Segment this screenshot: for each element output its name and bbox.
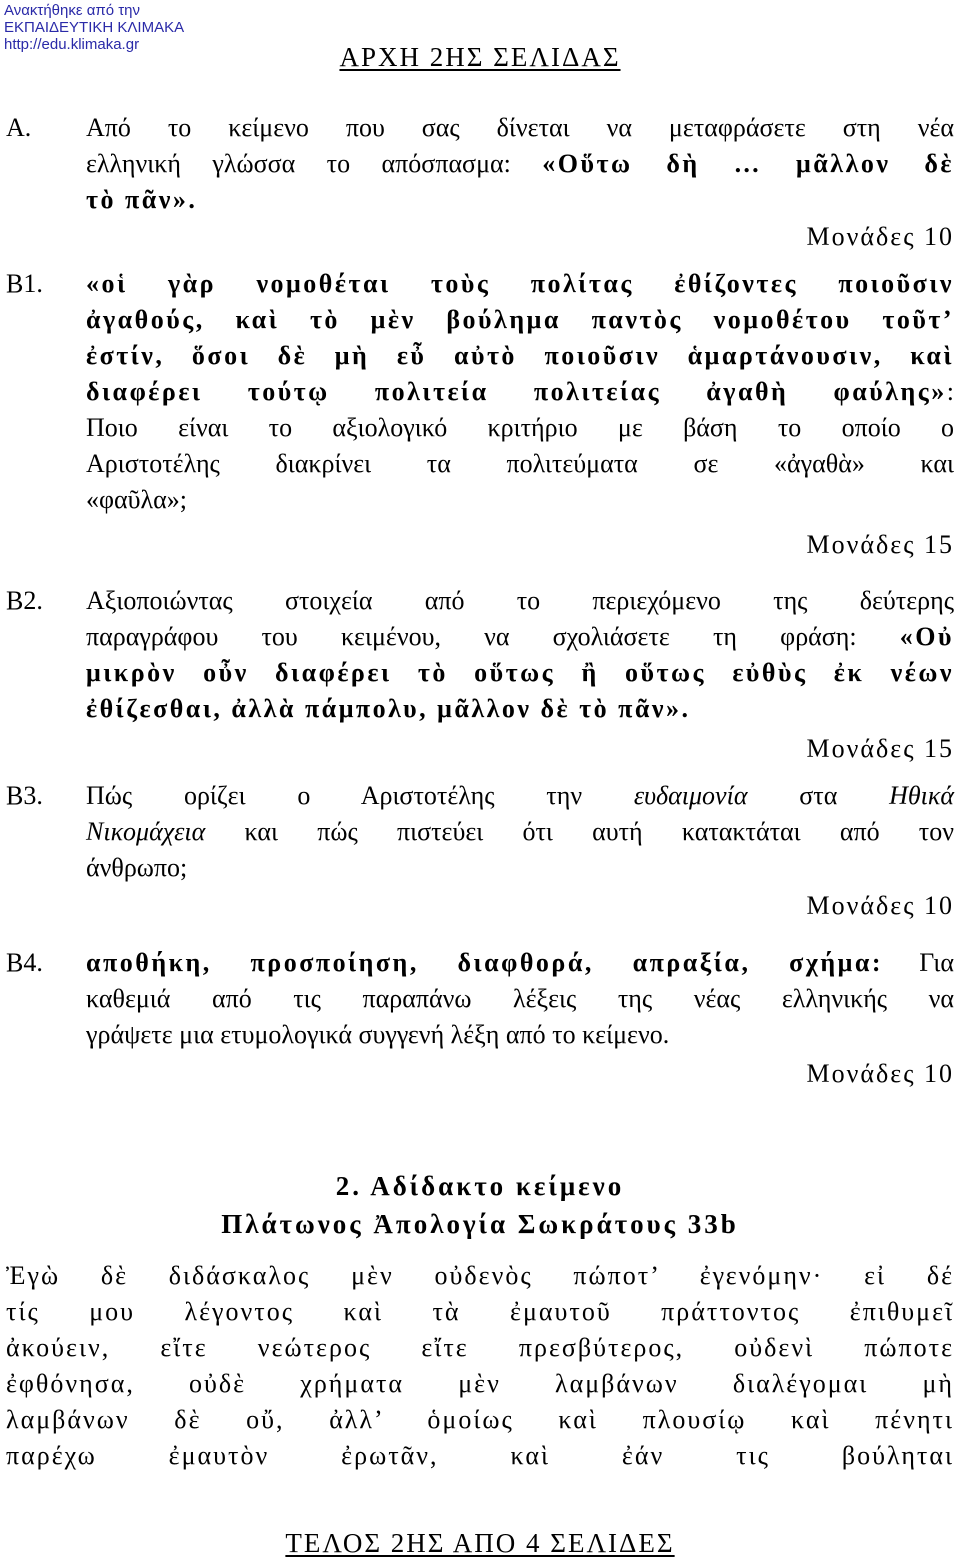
marks-b1: Μονάδες 15 [806, 530, 954, 559]
ancient-quote: ἀγαθούς, καὶ τὸ μὲν βούλημα παντὸς νομοθέτου τοῦτ’ [86, 305, 954, 334]
ancient-quote: ἐθίζεσθαι, ἀλλὰ πάμπολυ, μᾶλλον δὲ τὸ πᾶν». [86, 694, 691, 723]
marks-a: Μονάδες 10 [806, 222, 954, 251]
italic-term: ευδαιμονία [633, 781, 748, 810]
text-line [86, 814, 954, 850]
passage-line: ἀκούειν, εἴτε νεώτερος εἴτε πρεσβύτερος, οὐδενὶ πώποτε [6, 1333, 954, 1362]
ancient-quote: «οἱ γὰρ νομοθέται τοὺς πολίτας ἐθίζοντες ποιοῦσιν [86, 269, 954, 298]
text-line: Από το κείμενο που σας δίνεται να μεταφράσετε στη νέα [86, 113, 954, 142]
text-line: άνθρωπο; [86, 853, 188, 882]
text-span: Για [883, 948, 954, 977]
page-footer-text: ΤΕΛΟΣ 2ΗΣ ΑΠΟ 4 ΣΕΛΙΔΕΣ [285, 1528, 675, 1558]
question-b3-text [86, 778, 954, 886]
text-line [86, 146, 954, 182]
passage-line: παρέχω ἐμαυτὸν ἐρωτᾶν, καὶ ἐάν τις βούληται [6, 1441, 954, 1470]
ancient-quote: τὸ πᾶν». [86, 185, 198, 214]
passage-line: ἐφθόνησα, οὐδὲ χρήματα μὲν λαμβάνων διαλέγομαι μὴ [6, 1369, 954, 1398]
ancient-quote: ἐστίν, ὅσοι δὲ μὴ εὖ αὐτὸ ποιοῦσιν ἁμαρτάνουσιν, καὶ [86, 341, 954, 370]
question-label-b4: Β4. [6, 948, 43, 977]
italic-term: Νικομάχεια [86, 817, 206, 846]
question-label-b1: Β1. [6, 269, 43, 298]
page-header-text: ΑΡΧΗ 2ΗΣ ΣΕΛΙΔΑΣ [339, 42, 621, 72]
watermark-link[interactable]: http://edu.klimaka.gr [4, 36, 140, 53]
marks-b2: Μονάδες 15 [806, 734, 954, 763]
text-line [86, 374, 954, 410]
text-span: παραγράφου του κειμένου, να σχολιάσετε τη φράση: [86, 622, 900, 651]
ancient-quote: «Οὐ [899, 622, 954, 651]
text-line [86, 619, 954, 655]
ancient-quote: διαφέρει τούτῳ πολιτεία πολιτείας ἀγαθὴ φαύλης» [86, 377, 947, 406]
question-label-a: Α. [6, 113, 32, 142]
question-b2-text [86, 583, 954, 727]
text-line: Αξιοποιώντας στοιχεία από το περιεχόμενο της δεύτερης [86, 586, 954, 615]
unseen-passage [6, 1258, 954, 1474]
marks-b4: Μονάδες 10 [806, 1059, 954, 1088]
text-line: Αριστοτέλης διακρίνει τα πολιτεύματα σε «ἀγαθὰ» και [86, 449, 954, 478]
word-list: αποθήκη, προσποίηση, διαφθορά, απραξία, σχήμα: [86, 948, 884, 977]
text-line: γράψετε μια ετυμολογικά συγγενή λέξη από το κείμενο. [86, 1020, 670, 1049]
text-span: στα [747, 781, 890, 810]
question-b4-text [86, 945, 954, 1053]
passage-line: τίς μου λέγοντος καὶ τὰ ἐμαυτοῦ πράττοντος ἐπιθυμεῖ [6, 1297, 954, 1326]
section-subtitle: Πλάτωνος Ἀπολογία Σωκράτους 33b [221, 1209, 739, 1239]
ancient-quote: μικρὸν οὖν διαφέρει τὸ οὕτως ἢ οὕτως εὐθὺς ἐκ νέων [86, 658, 954, 687]
passage-line: Ἐγὼ δὲ διδάσκαλος μὲν οὐδενὸς πώποτ’ ἐγενόμην· εἰ δέ [6, 1261, 954, 1290]
page-header [0, 42, 960, 73]
text-line: Ποιο είναι το αξιολογικό κριτήριο με βάση το οποίο ο [86, 413, 954, 442]
text-line: «φαῦλα»; [86, 485, 187, 514]
text-span: : [946, 377, 954, 406]
text-span: ελληνική γλώσσα το απόσπασμα: [86, 149, 543, 178]
text-span: Πώς ορίζει ο Αριστοτέλης την [86, 781, 634, 810]
text-line [86, 945, 954, 981]
page-footer [0, 1528, 960, 1559]
watermark-line: ΕΚΠΑΙΔΕΥΤΙΚΗ ΚΛΙΜΑΚΑ [4, 19, 185, 36]
marks-b3: Μονάδες 10 [806, 891, 954, 920]
question-a-text [86, 110, 954, 218]
question-label-b3: Β3. [6, 781, 43, 810]
section-title: 2. Αδίδακτο κείμενο [335, 1171, 625, 1201]
watermark-line: Ανακτήθηκε από την [4, 2, 141, 19]
italic-term: Ηθικά [889, 781, 955, 810]
text-line: καθεμιά από τις παραπάνω λέξεις της νέας ελληνικής να [86, 984, 954, 1013]
passage-line: λαμβάνων δὲ οὔ, ἀλλ’ ὁμοίως καὶ πλουσίῳ καὶ πένητι [6, 1405, 954, 1434]
text-span: και πώς πιστεύει ότι αυτή κατακτάται από τον [205, 817, 954, 846]
question-b1-text [86, 266, 954, 518]
ancient-quote: «Οὕτω δὴ … μᾶλλον δὲ [542, 149, 954, 178]
question-label-b2: Β2. [6, 586, 43, 615]
text-line [86, 778, 954, 814]
